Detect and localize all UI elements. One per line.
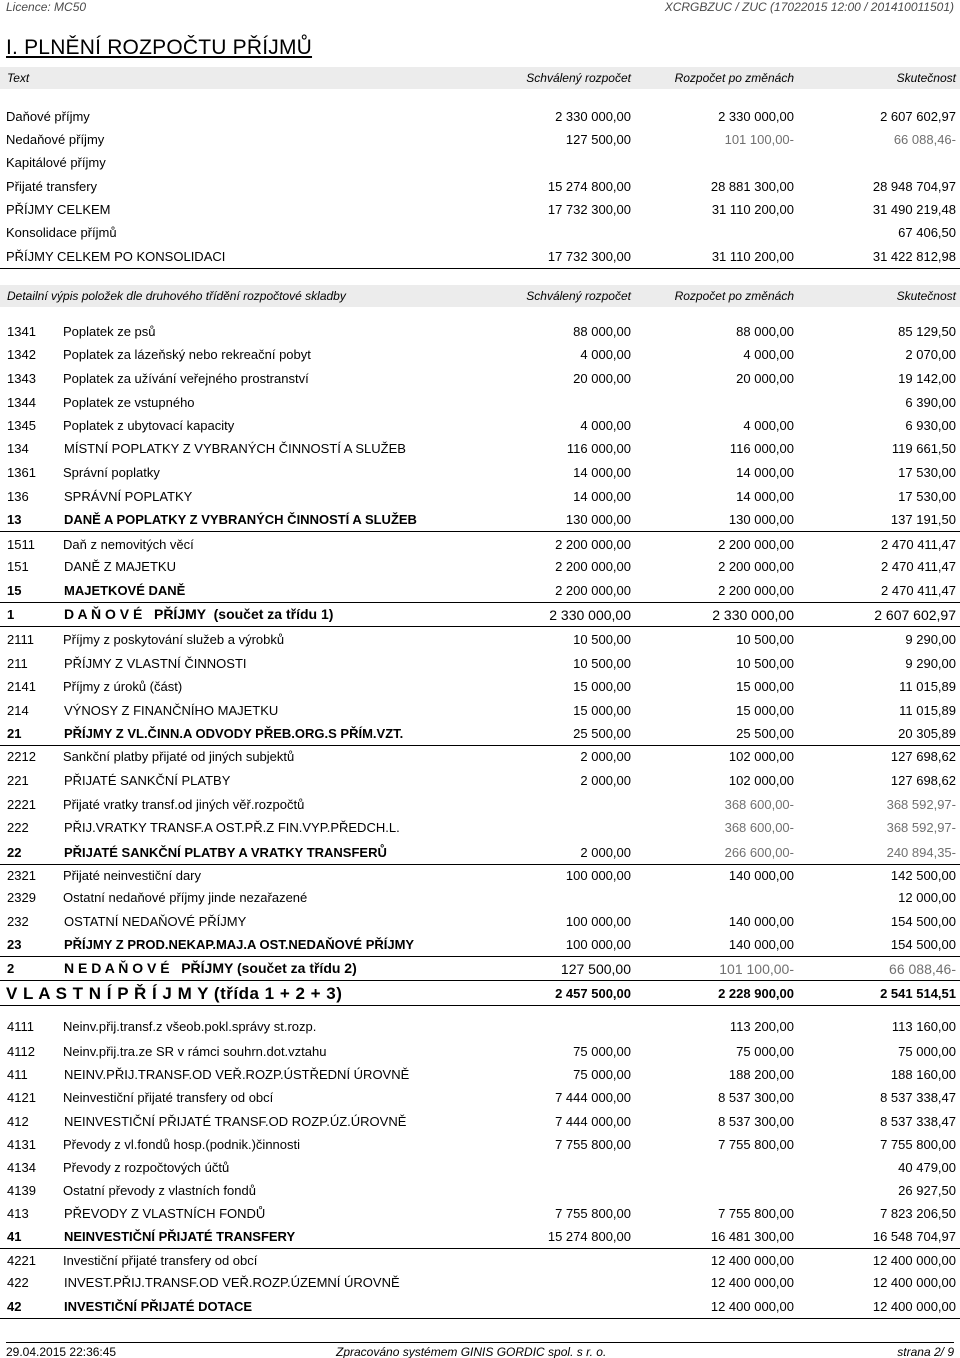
item-code: 41: [7, 1229, 22, 1244]
item-name: Neinv.přij.transf.z všeob.pokl.správy st.rozp.: [63, 1019, 317, 1034]
table-row: [0, 676, 960, 699]
approved-value: 2 200 000,00: [555, 583, 631, 598]
after-change-value: 12 400 000,00: [710, 1253, 794, 1268]
actual-value: 113 160,00: [891, 1019, 956, 1034]
approved-value: 10 500,00: [573, 656, 631, 671]
subtotal-row: [0, 556, 960, 579]
after-change-value: 102 000,00: [728, 749, 794, 764]
actual-value: 6 930,00: [905, 418, 956, 433]
after-change-value: 8 537 300,00: [718, 1090, 794, 1105]
summary-header: [0, 67, 960, 89]
table-row: [0, 1041, 960, 1064]
after-change-value: 12 400 000,00: [710, 1299, 794, 1314]
after-change-value: 102 000,00: [728, 773, 794, 788]
actual-value: 9 290,00: [905, 632, 956, 647]
actual-value: 154 500,00: [890, 914, 956, 929]
actual-value: 12 400 000,00: [872, 1253, 956, 1268]
after-change-value: 88 000,00: [736, 324, 794, 339]
table-row: [0, 344, 960, 367]
approved-value: 10 500,00: [573, 632, 631, 647]
item-code: 2321: [7, 868, 36, 883]
subtotal-row: [0, 1111, 960, 1134]
subtotal-row: [0, 770, 960, 793]
approved-value: 2 457 500,00: [555, 986, 631, 1001]
after-change-value: 10 500,00: [736, 632, 794, 647]
table-row: [0, 534, 960, 557]
item-code: 1361: [7, 465, 36, 480]
subtotal-row: [0, 1226, 960, 1249]
table-row: [0, 1134, 960, 1157]
item-code: 21: [7, 726, 22, 741]
actual-value: 67 406,50: [898, 225, 956, 240]
approved-value: 2 000,00: [580, 845, 631, 860]
item-code: 1342: [7, 347, 36, 362]
item-name: PŘEVODY Z VLASTNÍCH FONDŮ: [64, 1206, 266, 1221]
item-name: Neinvestiční přijaté transfery od obcí: [63, 1090, 274, 1105]
col-approved-header: Schválený rozpočet: [526, 289, 631, 303]
actual-value: 31 422 812,98: [872, 249, 956, 264]
item-code: 4131: [7, 1137, 36, 1152]
item-name: Neinv.přij.tra.ze SR v rámci souhrn.dot.vztahu: [63, 1044, 327, 1059]
page-title: I. PLNĚNÍ ROZPOČTU PŘÍJMŮ: [6, 36, 313, 59]
table-row: [0, 1157, 960, 1180]
col-actual-header: Skutečnost: [896, 71, 956, 85]
actual-value: 127 698,62: [890, 749, 956, 764]
actual-value: 20 305,89: [898, 726, 956, 741]
actual-value: 28 948 704,97: [872, 179, 956, 194]
after-change-value: 4 000,00: [743, 347, 794, 362]
approved-value: 75 000,00: [573, 1067, 631, 1082]
item-name: Příjmy z poskytování služeb a výrobků: [63, 632, 285, 647]
footer-datetime: 29.04.2015 22:36:45: [6, 1345, 117, 1358]
subtotal-row: [0, 958, 960, 981]
item-name: NEINVESTIČNÍ PŘIJATÉ TRANSFERY: [64, 1229, 296, 1244]
approved-value: 17 732 300,00: [547, 202, 631, 217]
subtotal-row: [0, 1272, 960, 1295]
subtotal-row: [0, 911, 960, 934]
after-change-value: 266 600,00-: [724, 845, 794, 860]
approved-value: 7 444 000,00: [555, 1090, 631, 1105]
actual-value: 12 400 000,00: [872, 1275, 956, 1290]
actual-value: 17 530,00: [898, 489, 956, 504]
actual-value: 19 142,00: [898, 371, 956, 386]
actual-value: 2 470 411,47: [881, 537, 956, 552]
after-change-value: 116 000,00: [729, 441, 794, 456]
col-approved-header: Schválený rozpočet: [526, 71, 631, 85]
actual-value: 12 000,00: [898, 890, 956, 905]
approved-value: 7 444 000,00: [555, 1114, 631, 1129]
table-row: [0, 746, 960, 769]
after-change-value: 2 330 000,00: [718, 109, 794, 124]
summary-row: [0, 152, 960, 175]
item-name: Ostatní nedaňové příjmy jinde nezařazené: [63, 890, 308, 905]
approved-value: 15 000,00: [573, 703, 631, 718]
licence-label: Licence: MC50: [6, 0, 87, 14]
row-label: Konsolidace příjmů: [6, 225, 117, 240]
actual-value: 85 129,50: [898, 324, 956, 339]
row-label: Přijaté transfery: [6, 179, 98, 194]
item-code: 1341: [7, 324, 36, 339]
item-name: PŘIJ.VRATKY TRANSF.A OST.PŘ.Z FIN.VYP.PŘEDCH.L.: [64, 820, 400, 835]
item-code: 1511: [7, 537, 35, 552]
actual-value: 188 160,00: [890, 1067, 956, 1082]
subtotal-row: [0, 604, 960, 627]
report-id: XCRGBZUC / ZUC (17022015 12:00 / 201410011501): [664, 0, 954, 14]
item-name: SPRÁVNÍ POPLATKY: [64, 489, 193, 504]
actual-value: 240 894,35-: [886, 845, 956, 860]
item-name: N E D A Ň O V É PŘÍJMY (součet za třídu 2): [64, 960, 357, 976]
item-code: 1343: [7, 371, 36, 386]
after-change-value: 15 000,00: [736, 679, 794, 694]
item-code: 2329: [7, 890, 36, 905]
after-change-value: 140 000,00: [728, 937, 794, 952]
item-code: 1344: [7, 395, 36, 410]
item-name: PŘIJATÉ SANKČNÍ PLATBY: [64, 773, 231, 788]
item-name: Převody z rozpočtových účtů: [63, 1160, 230, 1175]
col-after-header: Rozpočet po změnách: [674, 71, 794, 85]
after-change-value: 101 100,00-: [724, 132, 794, 147]
approved-value: 116 000,00: [566, 441, 631, 456]
actual-value: 2 541 514,51: [880, 986, 956, 1001]
after-change-value: 130 000,00: [728, 512, 794, 527]
approved-value: 15 000,00: [573, 679, 631, 694]
after-change-value: 15 000,00: [736, 703, 794, 718]
item-code: 2221: [7, 797, 36, 812]
item-code: 4112: [7, 1044, 35, 1059]
item-code: 2212: [7, 749, 36, 764]
summary-row: [0, 199, 960, 222]
item-name: Poplatek z ubytovací kapacity: [63, 418, 235, 433]
approved-value: 127 500,00: [560, 961, 631, 977]
summary-row: [0, 246, 960, 269]
item-code: 211: [7, 656, 28, 671]
after-change-value: 20 000,00: [736, 371, 794, 386]
subtotal-row: [0, 438, 960, 461]
item-name: PŘÍJMY Z VLASTNÍ ČINNOSTI: [64, 656, 247, 671]
item-code: 136: [7, 489, 29, 504]
item-name: Správní poplatky: [63, 465, 160, 480]
table-row: [0, 392, 960, 415]
approved-value: 130 000,00: [565, 512, 631, 527]
item-code: 4139: [7, 1183, 36, 1198]
after-change-value: 10 500,00: [736, 656, 794, 671]
item-code: 1: [7, 607, 15, 622]
approved-value: 2 200 000,00: [555, 559, 631, 574]
item-code: 2: [7, 961, 15, 976]
item-name: Poplatek za lázeňský nebo rekreační pobyt: [63, 347, 311, 362]
approved-value: 2 330 000,00: [549, 607, 631, 623]
actual-value: 2 470 411,47: [881, 583, 956, 598]
col-text-header: Detailní výpis položek dle druhového třídění rozpočtové skladby: [7, 289, 346, 303]
actual-value: 154 500,00: [890, 937, 956, 952]
subtotal-row: [0, 509, 960, 532]
item-name: NEINV.PŘIJ.TRANSF.OD VEŘ.ROZP.ÚSTŘEDNÍ ÚROVNĚ: [64, 1067, 410, 1082]
approved-value: 100 000,00: [565, 937, 631, 952]
subtotal-row: [0, 934, 960, 957]
subtotal-row: [0, 842, 960, 865]
after-change-value: 4 000,00: [743, 418, 794, 433]
item-code: 413: [7, 1206, 29, 1221]
approved-value: 2 000,00: [580, 749, 631, 764]
table-row: [0, 368, 960, 391]
subtotal-row: [0, 486, 960, 509]
item-name: MÍSTNÍ POPLATKY Z VYBRANÝCH ČINNOSTÍ A SLUŽEB: [64, 441, 406, 456]
after-change-value: 16 481 300,00: [710, 1229, 794, 1244]
actual-value: 75 000,00: [898, 1044, 956, 1059]
item-code: 42: [7, 1299, 22, 1314]
actual-value: 137 191,50: [890, 512, 956, 527]
item-name: MAJETKOVÉ DANĚ: [64, 583, 186, 598]
approved-value: 15 274 800,00: [547, 179, 631, 194]
actual-value: 16 548 704,97: [872, 1229, 956, 1244]
subtotal-row: [0, 723, 960, 746]
table-row: [0, 1250, 960, 1273]
after-change-value: 2 228 900,00: [718, 986, 794, 1001]
approved-value: 127 500,00: [565, 132, 631, 147]
item-code: 2141: [7, 679, 36, 694]
approved-value: 100 000,00: [565, 914, 631, 929]
subtotal-row: [0, 1296, 960, 1319]
subtotal-row: [0, 1203, 960, 1226]
after-change-value: 2 330 000,00: [712, 607, 794, 623]
approved-value: 100 000,00: [565, 868, 631, 883]
page-footer: [6, 1342, 954, 1358]
after-change-value: 188 200,00: [728, 1067, 794, 1082]
actual-value: 40 479,00: [898, 1160, 956, 1175]
approved-value: 4 000,00: [580, 347, 631, 362]
grand-total-row: [0, 983, 960, 1006]
detail-header: [0, 285, 960, 307]
item-code: 221: [7, 773, 29, 788]
item-name: Daň z nemovitých věcí: [63, 537, 194, 552]
after-change-value: 31 110 200,00: [711, 202, 794, 217]
actual-value: 8 537 338,47: [880, 1090, 956, 1105]
after-change-value: 7 755 800,00: [718, 1206, 794, 1221]
summary-row: [0, 176, 960, 199]
subtotal-row: [0, 1064, 960, 1087]
after-change-value: 2 200 000,00: [718, 559, 794, 574]
item-code: 411: [7, 1067, 28, 1082]
actual-value: 11 015,89: [899, 679, 956, 694]
item-code: 214: [7, 703, 29, 718]
actual-value: 66 088,46-: [889, 961, 956, 977]
subtotal-row: [0, 700, 960, 723]
subtotal-row: [0, 580, 960, 603]
summary-row: [0, 106, 960, 129]
item-name: NEINVESTIČNÍ PŘIJATÉ TRANSF.OD ROZP.ÚZ.ÚROVNĚ: [64, 1114, 407, 1129]
actual-value: 368 592,97-: [886, 820, 956, 835]
item-name: PŘÍJMY Z VL.ČINN.A ODVODY PŘEB.ORG.S PŘÍM.VZT.: [64, 726, 404, 741]
table-row: [0, 462, 960, 485]
actual-value: 6 390,00: [905, 395, 956, 410]
approved-value: 75 000,00: [573, 1044, 631, 1059]
summary-row: [0, 129, 960, 152]
actual-value: 2 070,00: [905, 347, 956, 362]
row-label: V L A S T N Í P Ř Í J M Y (třída 1 + 2 + 3): [6, 984, 343, 1003]
table-row: [0, 887, 960, 910]
actual-value: 8 537 338,47: [880, 1114, 956, 1129]
actual-value: 26 927,50: [898, 1183, 956, 1198]
row-label: Daňové příjmy: [6, 109, 90, 124]
actual-value: 2 607 602,97: [880, 109, 956, 124]
item-name: Poplatek ze vstupného: [63, 395, 195, 410]
row-label: Kapitálové příjmy: [6, 155, 106, 170]
item-name: Sankční platby přijaté od jiných subjektů: [63, 749, 295, 764]
item-code: 15: [7, 583, 22, 598]
item-code: 1345: [7, 418, 36, 433]
item-code: 4134: [7, 1160, 36, 1175]
table-row: [0, 865, 960, 888]
item-code: 222: [7, 820, 29, 835]
after-change-value: 140 000,00: [728, 868, 794, 883]
table-row: [0, 1180, 960, 1203]
item-code: 4221: [7, 1253, 36, 1268]
item-name: PŘIJATÉ SANKČNÍ PLATBY A VRATKY TRANSFERŮ: [64, 845, 387, 860]
actual-value: 127 698,62: [890, 773, 956, 788]
item-name: OSTATNÍ NEDAŇOVÉ PŘÍJMY: [64, 914, 247, 929]
col-actual-header: Skutečnost: [896, 289, 956, 303]
after-change-value: 28 881 300,00: [710, 179, 794, 194]
after-change-value: 25 500,00: [736, 726, 794, 741]
actual-value: 368 592,97-: [886, 797, 956, 812]
table-row: [0, 321, 960, 344]
actual-value: 17 530,00: [898, 465, 956, 480]
table-row: [0, 794, 960, 817]
item-code: 232: [7, 914, 29, 929]
approved-value: 17 732 300,00: [547, 249, 631, 264]
after-change-value: 101 100,00-: [719, 961, 794, 977]
subtotal-row: [0, 653, 960, 676]
table-row: [0, 1087, 960, 1110]
row-label: PŘÍJMY CELKEM PO KONSOLIDACI: [6, 249, 226, 264]
item-name: D A Ň O V É PŘÍJMY (součet za třídu 1): [64, 606, 334, 622]
actual-value: 7 823 206,50: [880, 1206, 956, 1221]
approved-value: 2 200 000,00: [555, 537, 631, 552]
item-name: Poplatek za užívání veřejného prostranství: [63, 371, 309, 386]
after-change-value: 12 400 000,00: [710, 1275, 794, 1290]
col-text-header: Text: [7, 71, 30, 85]
approved-value: 20 000,00: [573, 371, 631, 386]
approved-value: 7 755 800,00: [555, 1206, 631, 1221]
after-change-value: 2 200 000,00: [718, 583, 794, 598]
table-row: [0, 629, 960, 652]
approved-value: 15 274 800,00: [547, 1229, 631, 1244]
item-name: PŘÍJMY Z PROD.NEKAP.MAJ.A OST.NEDAŇOVÉ PŘÍJMY: [64, 937, 415, 952]
item-code: 4111: [7, 1019, 34, 1034]
item-name: Přijaté vratky transf.od jiných věř.rozpočtů: [63, 797, 305, 812]
item-name: Přijaté neinvestiční dary: [63, 868, 202, 883]
top-bar: [6, 0, 954, 12]
item-code: 151: [7, 559, 29, 574]
item-code: 23: [7, 937, 22, 952]
actual-value: 119 661,50: [891, 441, 956, 456]
item-code: 422: [7, 1275, 29, 1290]
after-change-value: 14 000,00: [736, 465, 794, 480]
after-change-value: 368 600,00-: [724, 797, 794, 812]
approved-value: 14 000,00: [573, 489, 631, 504]
item-code: 412: [7, 1114, 29, 1129]
approved-value: 4 000,00: [580, 418, 631, 433]
approved-value: 88 000,00: [573, 324, 631, 339]
footer-page: strana 2/ 9: [897, 1345, 954, 1358]
item-name: Příjmy z úroků (část): [63, 679, 183, 694]
approved-value: 2 330 000,00: [555, 109, 631, 124]
item-name: Investiční přijaté transfery od obcí: [63, 1253, 258, 1268]
item-name: Poplatek ze psů: [63, 324, 156, 339]
row-label: Nedaňové příjmy: [6, 132, 105, 147]
after-change-value: 140 000,00: [728, 914, 794, 929]
actual-value: 2 470 411,47: [881, 559, 956, 574]
approved-value: 14 000,00: [573, 465, 631, 480]
table-row: [0, 1016, 960, 1039]
after-change-value: 8 537 300,00: [718, 1114, 794, 1129]
item-name: DANĚ A POPLATKY Z VYBRANÝCH ČINNOSTÍ A SLUŽEB: [64, 512, 417, 527]
after-change-value: 7 755 800,00: [718, 1137, 794, 1152]
actual-value: 11 015,89: [899, 703, 956, 718]
table-row: [0, 415, 960, 438]
item-code: 134: [7, 441, 29, 456]
subtotal-row: [0, 817, 960, 840]
col-after-header: Rozpočet po změnách: [674, 289, 794, 303]
actual-value: 66 088,46-: [893, 132, 956, 147]
item-name: DANĚ Z MAJETKU: [64, 559, 176, 574]
item-name: Převody z vl.fondů hosp.(podnik.)činnosti: [63, 1137, 301, 1152]
actual-value: 31 490 219,48: [872, 202, 956, 217]
item-name: VÝNOSY Z FINANČNÍHO MAJETKU: [64, 703, 279, 718]
item-code: 4121: [7, 1090, 36, 1105]
after-change-value: 75 000,00: [736, 1044, 794, 1059]
after-change-value: 113 200,00: [729, 1019, 794, 1034]
approved-value: 2 000,00: [580, 773, 631, 788]
item-code: 13: [7, 512, 22, 527]
actual-value: 142 500,00: [890, 868, 956, 883]
actual-value: 2 607 602,97: [874, 607, 956, 623]
after-change-value: 368 600,00-: [724, 820, 794, 835]
after-change-value: 31 110 200,00: [711, 249, 794, 264]
after-change-value: 14 000,00: [736, 489, 794, 504]
item-name: INVESTIČNÍ PŘIJATÉ DOTACE: [64, 1299, 253, 1314]
item-name: INVEST.PŘIJ.TRANSF.OD VEŘ.ROZP.ÚZEMNÍ ÚROVNĚ: [64, 1275, 400, 1290]
approved-value: 7 755 800,00: [555, 1137, 631, 1152]
item-code: 22: [7, 845, 22, 860]
approved-value: 25 500,00: [573, 726, 631, 741]
after-change-value: 2 200 000,00: [718, 537, 794, 552]
actual-value: 7 755 800,00: [880, 1137, 956, 1152]
actual-value: 9 290,00: [905, 656, 956, 671]
row-label: PŘÍJMY CELKEM: [6, 202, 111, 217]
actual-value: 12 400 000,00: [872, 1299, 956, 1314]
item-name: Ostatní převody z vlastních fondů: [63, 1183, 256, 1198]
summary-row: [0, 222, 960, 245]
item-code: 2111: [7, 632, 34, 647]
footer-system: Zpracováno systémem GINIS GORDIC spol. s r. o.: [336, 1345, 607, 1358]
